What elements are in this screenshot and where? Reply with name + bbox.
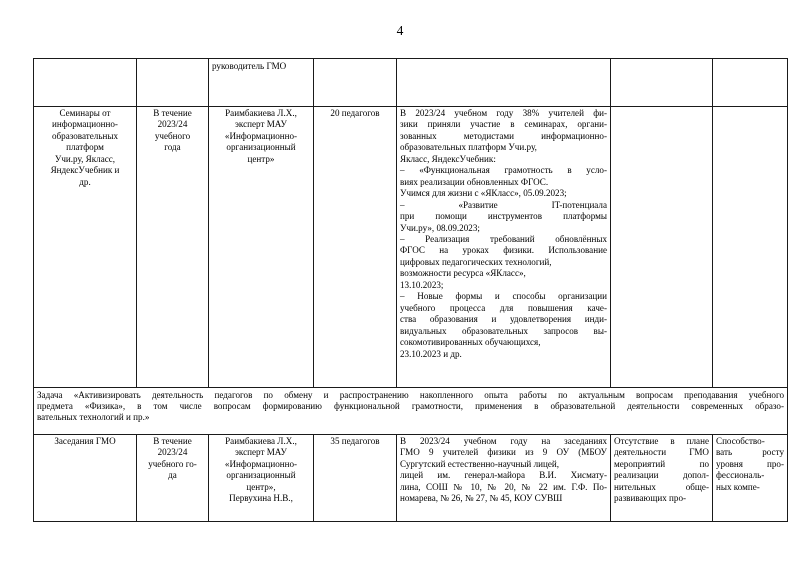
text-line: сокомотивированных обучающихся, bbox=[400, 337, 541, 348]
text-line: зики приняли участие в семинарах, органи- bbox=[400, 119, 607, 130]
text-line: 2023/24 bbox=[157, 119, 188, 130]
text-line: ных компе- bbox=[716, 481, 760, 492]
text-line: Задача «Активизировать деятельность педагогов по обмену и распространению накопленного опыта работы по актуальным вопросам преподавания учебного bbox=[37, 389, 784, 400]
text-line: – Реализация требований обновлённых bbox=[400, 233, 607, 244]
text-line: Сургутский естественно-научный лицей, bbox=[400, 458, 560, 469]
responsible-lines bbox=[212, 436, 310, 505]
text-line: номарева, № 26, № 27, № 45, КОУ СУВШ bbox=[400, 493, 563, 504]
period-lines bbox=[140, 436, 205, 482]
text-line: В течение bbox=[153, 436, 192, 446]
cell-activity bbox=[34, 106, 137, 388]
cell-period bbox=[137, 59, 209, 107]
cell-result bbox=[397, 434, 611, 522]
text-line: вать росту bbox=[716, 447, 784, 458]
text-line: ФГОС на уроках физики. Использование bbox=[400, 245, 607, 256]
text-line: учебного го- bbox=[148, 458, 197, 469]
text-line: эксперт МАУ bbox=[235, 119, 287, 130]
table-row bbox=[34, 106, 788, 388]
text-line: информационно- bbox=[52, 119, 118, 130]
text-line: – Новые формы и способы организации bbox=[400, 291, 607, 302]
text-line: Учи.ру, Якласс, bbox=[54, 153, 116, 164]
text-line: при помощи инструментов платформы bbox=[400, 211, 607, 222]
text-line: центр», bbox=[246, 481, 276, 492]
text-line: лицей им. генерал-майора В.И. Хисмату- bbox=[400, 470, 607, 481]
text-line: нительных обще- bbox=[614, 481, 709, 492]
text-line: – «Развитие IT-потенциала bbox=[400, 199, 607, 210]
text-line: да bbox=[168, 470, 177, 481]
text-line: – «Функциональная грамотность в усло- bbox=[400, 165, 607, 176]
text-line: В течение bbox=[153, 108, 192, 118]
period-lines bbox=[140, 108, 205, 154]
text-line: Якласс, ЯндексУчебник: bbox=[400, 153, 496, 164]
text-line: ГМО 9 учителей физики из 9 ОУ (МБОУ bbox=[400, 447, 607, 458]
table-row bbox=[34, 434, 788, 522]
text-line: центр» bbox=[247, 153, 275, 164]
text-line: уровня про- bbox=[716, 458, 784, 469]
cell-participants: 20 педагогов bbox=[314, 106, 397, 388]
text-line: учебного bbox=[154, 130, 191, 141]
text-line: года bbox=[164, 142, 181, 153]
table-row-task bbox=[34, 388, 788, 435]
text-line: виях реализации обновленных ФГОС. bbox=[400, 176, 549, 187]
text-line: платформ bbox=[66, 142, 104, 153]
responsible-lines bbox=[212, 108, 310, 165]
problems-lines bbox=[614, 436, 709, 505]
text-line: Раимбакиева Л.Х., bbox=[225, 108, 297, 118]
activity-lines bbox=[37, 108, 133, 188]
cell-recommendations bbox=[713, 59, 788, 107]
text-line: Отсутствие в плане bbox=[614, 436, 709, 446]
text-line: Семинары от bbox=[59, 108, 111, 118]
text-line: фессиональ- bbox=[716, 470, 765, 481]
result-lines bbox=[400, 108, 607, 360]
text-line: Раимбакиева Л.Х., bbox=[225, 436, 297, 446]
page-number: 4 bbox=[396, 23, 404, 38]
text-line: лина, СОШ № 10, № 20, № 22 им. Г.Ф. По- bbox=[400, 481, 607, 492]
text-line: развивающих про- bbox=[614, 493, 687, 504]
text-line: 2023/24 bbox=[157, 447, 188, 458]
text-line: 23.10.2023 и др. bbox=[400, 348, 462, 359]
text-line: эксперт МАУ bbox=[235, 447, 287, 458]
cell-participants: 35 педагогов bbox=[314, 434, 397, 522]
text-line: предмета «Физика», в том числе вопросам формированию функциональной грамотности, применения в образовательной деятельности современных образо- bbox=[37, 400, 784, 411]
text-line: Учи.ру», 08.09.2023; bbox=[400, 222, 480, 233]
text-line: Способство- bbox=[716, 436, 765, 446]
text-line: В 2023/24 учебном году 38% учителей фи- bbox=[400, 108, 607, 118]
cell-problems bbox=[611, 434, 713, 522]
text-line: учебного процесса для повышения каче- bbox=[400, 302, 607, 313]
text-line: «Информационно- bbox=[224, 130, 298, 141]
table-row bbox=[34, 59, 788, 107]
cell-responsible: руководитель ГМО bbox=[209, 59, 314, 107]
cell-activity bbox=[34, 59, 137, 107]
text-line: организационный bbox=[226, 470, 296, 481]
task-statement-lines bbox=[37, 390, 784, 424]
cell-result bbox=[397, 106, 611, 388]
text-line: ЯндексУчебник и bbox=[50, 165, 120, 176]
cell-problems bbox=[611, 106, 713, 388]
text-line: образовательных bbox=[51, 130, 119, 141]
text-line: цифровых педагогических технологий, bbox=[400, 256, 552, 267]
cell-recommendations bbox=[713, 106, 788, 388]
recommendations-lines bbox=[716, 436, 784, 493]
text-line: организационный bbox=[226, 142, 296, 153]
text-line: ства образования и удовлетворения инди- bbox=[400, 314, 607, 325]
cell-activity: Заседания ГМО bbox=[34, 434, 137, 522]
result-lines bbox=[400, 436, 607, 505]
text-line: зованных методистами информационно- bbox=[400, 130, 607, 141]
cell-responsible bbox=[209, 434, 314, 522]
text-line: др. bbox=[79, 176, 91, 187]
cell-task-statement bbox=[34, 388, 788, 435]
text-line: мероприятий по bbox=[614, 458, 709, 469]
cell-recommendations bbox=[713, 434, 788, 522]
text-line: Первухина Н.В., bbox=[229, 493, 293, 504]
text-line: видуальных образовательных запросов вы- bbox=[400, 325, 607, 336]
text-line: «Информационно- bbox=[224, 458, 298, 469]
cell-problems bbox=[611, 59, 713, 107]
text-line: Учимся для жизни с «ЯКласс», 05.09.2023; bbox=[400, 188, 567, 199]
cell-result bbox=[397, 59, 611, 107]
text-line: деятельности ГМО bbox=[614, 447, 709, 458]
activities-table bbox=[33, 58, 788, 522]
text-line: вательных технологий и пр.» bbox=[37, 412, 150, 423]
cell-period bbox=[137, 434, 209, 522]
cell-participants bbox=[314, 59, 397, 107]
text-line: реализации допол- bbox=[614, 470, 709, 481]
text-line: образовательных платформ Учи.ру, bbox=[400, 142, 537, 153]
cell-period bbox=[137, 106, 209, 388]
text-line: В 2023/24 учебном году на заседаниях bbox=[400, 436, 607, 446]
cell-responsible bbox=[209, 106, 314, 388]
text-line: возможности ресурса «ЯКласс», bbox=[400, 268, 526, 279]
text-line: 13.10.2023; bbox=[400, 279, 444, 290]
